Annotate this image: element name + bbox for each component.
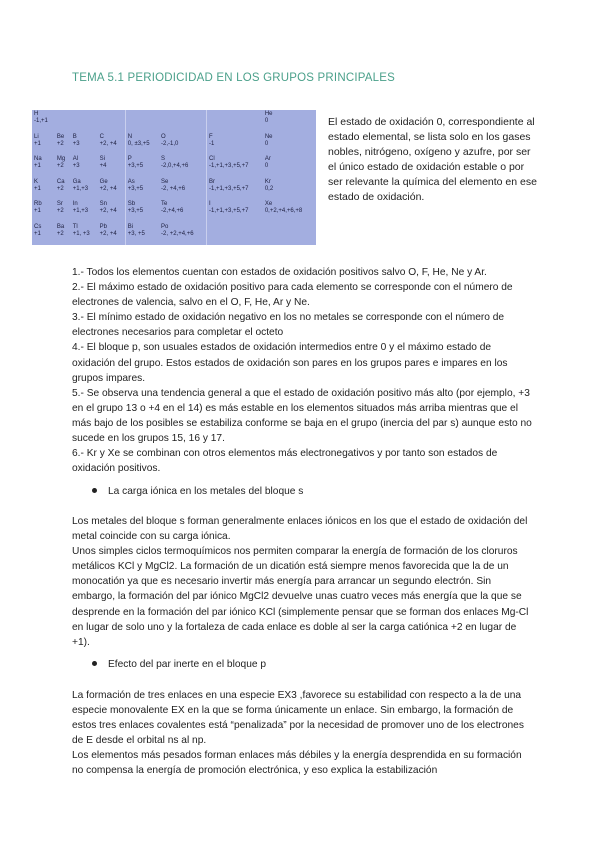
element-symbol: K [34, 178, 39, 185]
element-symbol: Cs [34, 223, 42, 230]
element-cell [159, 223, 207, 246]
oxidation-states: +2 [56, 208, 64, 214]
paragraph: La formación de tres enlaces en una especie EX3 ,favorece su estabilidad con respecto a la de una especie monovalente EX en la que se forma únicamente un enlace. Sin embargo, la formación de estos tres enlaces covalentes está “penalizada” por la necesidad de promover uno de los electrones de E desde el orbital ns al np. [72, 690, 524, 747]
table-row [32, 110, 316, 133]
element-symbol: C [99, 133, 105, 140]
oxidation-states: -2, +4,+6 [161, 185, 186, 192]
element-cell [125, 133, 159, 156]
element-symbol: Sn [99, 201, 108, 207]
element-symbol: Si [99, 156, 106, 162]
bullet-text: La carga iónica en los metales del bloque s [108, 486, 304, 497]
element-cell [125, 155, 159, 178]
element-cell [207, 223, 263, 246]
element-symbol: N [127, 133, 133, 140]
list-item: 2.- El máximo estado de oxidación positivo para cada elemento se corresponde con el número de electrones de valencia, salvo en el O, F, He, Ar y Ne. [72, 282, 513, 309]
element-cell [125, 223, 159, 246]
section-p-block [72, 688, 532, 779]
element-symbol: S [161, 156, 166, 162]
oxidation-states: +4 [99, 163, 107, 169]
oxidation-states: +2, +4 [99, 185, 117, 192]
element-symbol: O [161, 133, 166, 140]
element-cell [263, 178, 316, 201]
element-symbol: F [209, 133, 213, 140]
element-symbol: Xe [264, 201, 273, 207]
oxidation-states: +3,+5 [127, 208, 144, 214]
element-cell [263, 200, 316, 223]
element-symbol: Ge [99, 178, 108, 185]
section-s-block [72, 514, 532, 650]
oxidation-states: +1 [34, 230, 41, 237]
oxidation-states: 0 [264, 140, 269, 147]
element-cell [71, 155, 98, 178]
oxidation-states: +2 [56, 163, 64, 169]
page-title: TEMA 5.1 PERIODICIDAD EN LOS GRUPOS PRINCIPALES [72, 72, 395, 84]
oxidation-states: +3, +5 [127, 230, 145, 237]
element-symbol: As [127, 178, 135, 185]
element-cell [159, 133, 207, 156]
table-row [32, 223, 316, 246]
element-symbol: Te [161, 201, 168, 207]
numbered-list [72, 265, 532, 476]
element-cell [32, 200, 55, 223]
element-cell [55, 110, 71, 133]
element-symbol: P [127, 156, 132, 162]
paragraph: Los elementos más pesados forman enlaces más débiles y la energía desprendida en su formación no compensa la energía de promoción electrónica, y eso explica la estabilización [72, 750, 522, 777]
oxidation-states: -1,+1 [34, 118, 48, 124]
oxidation-states: +2 [56, 230, 64, 237]
bullet-icon [92, 488, 97, 493]
element-cell [71, 133, 98, 156]
oxidation-states: +3,+5 [127, 185, 144, 192]
element-symbol: In [72, 201, 78, 207]
element-symbol: Ca [56, 178, 65, 185]
element-cell [32, 110, 55, 133]
element-cell [125, 110, 159, 133]
element-symbol: Pb [99, 223, 108, 230]
element-symbol: Ba [56, 223, 65, 230]
element-cell [263, 110, 316, 133]
oxidation-states: -1,+1,+3,+5,+7 [209, 185, 249, 192]
element-symbol: B [72, 133, 77, 140]
oxidation-states: 0 [264, 163, 269, 169]
element-symbol: Cl [209, 156, 215, 162]
element-symbol: Se [161, 178, 169, 185]
oxidation-states: -2, +2,+4,+6 [161, 230, 194, 237]
oxidation-states: 0 [264, 118, 269, 124]
oxidation-states: 0, ±3,+5 [127, 140, 150, 147]
oxidation-states: +2, +4 [99, 230, 117, 237]
element-symbol: Br [209, 178, 216, 185]
element-cell [32, 155, 55, 178]
table-row [32, 155, 316, 178]
oxidation-states: +1,+3 [72, 185, 89, 192]
element-symbol: Po [161, 223, 169, 230]
element-cell [125, 178, 159, 201]
paragraph: Los metales del bloque s forman generalmente enlaces iónicos en los que el estado de oxidación del metal coincide con su carga iónica. [72, 516, 528, 543]
list-item: 6.- Kr y Xe se combinan con otros elementos más electronegativos y por tanto son estados de oxidación positivos. [72, 448, 498, 475]
list-item: 3.- El mínimo estado de oxidación negativo en los no metales se corresponde con el número de electrones necesarios para completar el octeto [72, 312, 505, 339]
element-cell [207, 110, 263, 133]
element-cell [263, 223, 316, 246]
bullet-heading-p-block [92, 659, 266, 670]
oxidation-states: -1,+1,+3,+5,+7 [209, 163, 249, 169]
oxidation-states: -1 [209, 140, 215, 147]
oxidation-states: +2, +4 [99, 208, 117, 214]
element-cell [159, 110, 207, 133]
oxidation-states: -1,+1,+3,+5,+7 [209, 208, 249, 214]
paragraph: Unos simples ciclos termoquímicos nos permiten comparar la energía de formación de los cloruros metálicos KCl y MgCl2. La formación de un dicatión está siempre menos favorecida que la de un monocatión ya que es necesario invertir más energía para arrancar un segundo electrón. Sin embargo, la formación del par iónico MgCl2 devuelve unas cuatro veces más energía que la que se desprende en la formación del par iónico KCl (simplemente pensar que se forman dos enlaces Mg-Cl en lugar de solo uno y la fortaleza de cada enlace es doble al ser la carga catiónica +2 en lugar de +1). [72, 546, 529, 648]
element-symbol: Bi [127, 223, 134, 230]
oxidation-states: -2,0,+4,+6 [161, 163, 189, 169]
oxidation-states-table [32, 110, 316, 245]
oxidation-states: +1 [34, 163, 41, 169]
element-cell [71, 178, 98, 201]
side-note: El estado de oxidación 0, correspondiente al estado elemental, se lista solo en los gases nobles, nitrógeno, oxígeno y azufre, por ser el único estado de oxidación estable o por ser relevante la química del elemento en ese estado de oxidación. [328, 116, 537, 203]
element-symbol: Rb [34, 201, 42, 207]
oxidation-states: +2 [56, 140, 64, 147]
element-symbol: Kr [264, 178, 271, 185]
oxidation-states: +3 [72, 140, 80, 147]
element-cell [55, 223, 71, 246]
element-cell [98, 223, 126, 246]
element-cell [55, 133, 71, 156]
element-symbol: Na [34, 156, 42, 162]
element-symbol: Al [72, 156, 79, 162]
element-symbol: H [34, 111, 39, 117]
oxidation-states: +1 [34, 140, 41, 147]
oxidation-states: +1, +3 [72, 230, 90, 237]
element-cell [98, 155, 126, 178]
element-cell [263, 155, 316, 178]
element-cell [207, 178, 263, 201]
oxidation-states: +3,+5 [127, 163, 144, 169]
list-item: 4.- El bloque p, son usuales estados de oxidación intermedios entre 0 y el máximo estado de oxidación del grupo. Estos estados de oxidación son pares en los grupos pares e impares en los grupos impares. [72, 342, 508, 384]
element-cell [55, 178, 71, 201]
bullet-text: Efecto del par inerte en el bloque p [108, 659, 267, 670]
element-symbol: Be [56, 133, 65, 140]
element-cell [98, 133, 126, 156]
element-symbol: He [264, 111, 273, 117]
oxidation-states: +1 [34, 208, 41, 214]
element-cell [263, 133, 316, 156]
element-cell [125, 200, 159, 223]
element-cell [55, 200, 71, 223]
element-cell [159, 155, 207, 178]
element-cell [98, 110, 126, 133]
oxidation-states: -2,+4,+6 [161, 208, 184, 214]
bullet-icon [92, 661, 97, 666]
table-row [32, 200, 316, 223]
oxidation-states: +1,+3 [72, 208, 89, 214]
element-cell [71, 110, 98, 133]
element-cell [55, 155, 71, 178]
element-cell [98, 200, 126, 223]
element-cell [207, 133, 263, 156]
element-symbol: Tl [72, 223, 78, 230]
oxidation-states: +1 [34, 185, 41, 192]
oxidation-states: 0,+2,+4,+6,+8 [264, 208, 303, 214]
oxidation-states: +2 [56, 185, 64, 192]
element-symbol: Ga [72, 178, 81, 185]
element-cell [207, 155, 263, 178]
element-cell [207, 200, 263, 223]
element-symbol: I [209, 201, 211, 207]
list-item: 1.- Todos los elementos cuentan con estados de oxidación positivos salvo O, F, He, Ne y Ar. [72, 267, 487, 278]
bullet-heading-s-block [92, 486, 303, 497]
oxidation-states: +2, +4 [99, 140, 117, 147]
element-symbol: Ar [264, 156, 271, 162]
oxidation-states: +3 [72, 163, 80, 169]
table-row [32, 133, 316, 156]
element-cell [71, 223, 98, 246]
table-row [32, 178, 316, 201]
oxidation-states: -2,-1,0 [161, 140, 179, 147]
oxidation-states: 0,2 [264, 185, 274, 192]
element-cell [32, 178, 55, 201]
element-symbol: Sb [127, 201, 136, 207]
element-cell [98, 178, 126, 201]
element-cell [159, 178, 207, 201]
element-cell [32, 223, 55, 246]
element-cell [32, 133, 55, 156]
list-item: 5.- Se observa una tendencia general a que el estado de oxidación positivo más alto (por ejemplo, +3 en el grupo 13 o +4 en el 14) es más estable en los elementos situados más arriba mientras que el más bajo de los posibles se estabiliza conforme se baja en el grupo (inercia del par s) aunque esto no sucede en los grupos 15, 16 y 17. [72, 387, 532, 445]
element-symbol: Mg [56, 156, 66, 162]
element-cell [71, 200, 98, 223]
element-symbol: Ne [264, 133, 273, 140]
element-symbol: Li [34, 133, 39, 140]
element-cell [159, 200, 207, 223]
element-symbol: Sr [56, 201, 63, 207]
